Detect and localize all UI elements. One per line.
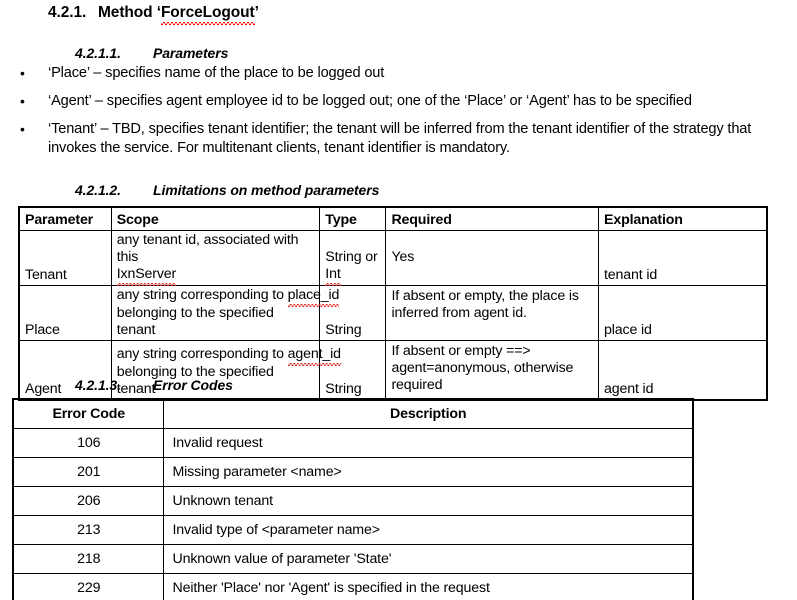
cell-error-code: 201	[13, 458, 163, 487]
column-header-type: Type	[320, 207, 386, 231]
cell-parameter: Tenant	[19, 231, 111, 286]
cell-explanation: place id	[599, 286, 767, 341]
cell-description: Invalid request	[163, 429, 693, 458]
table-row	[13, 487, 693, 516]
table-header-row	[19, 207, 767, 231]
table-row	[13, 545, 693, 574]
scope-line-2: belonging to the specified tenant	[116, 364, 274, 397]
section-number-limitations: 4.2.1.2.	[75, 182, 121, 198]
quote-open: ‘	[156, 4, 161, 21]
table-row	[19, 286, 767, 341]
cell-description: Unknown value of parameter 'State'	[163, 545, 693, 574]
section-number-parameters: 4.2.1.1.	[75, 45, 121, 61]
cell-explanation: tenant id	[599, 231, 767, 286]
section-number-error-codes: 4.2.1.3.	[75, 377, 121, 393]
table-row	[13, 516, 693, 545]
cell-required: If absent or empty ==> agent=anonymous, otherwise required	[386, 341, 599, 401]
cell-type: String	[320, 341, 386, 401]
section-heading-parameters	[75, 45, 228, 61]
quote-close: ’	[254, 4, 259, 21]
cell-error-code: 213	[13, 516, 163, 545]
column-header-scope: Scope	[111, 207, 320, 231]
section-title-parameters: Parameters	[153, 45, 229, 61]
table-row	[13, 574, 693, 600]
section-title-limitations: Limitations on method parameters	[153, 182, 380, 198]
list-item	[0, 64, 797, 83]
scope-prefix: any string corresponding to	[116, 346, 288, 362]
cell-required	[386, 231, 599, 286]
scope-line-2: belonging to the specified tenant	[116, 305, 274, 338]
list-item-text: ‘Tenant’ – TBD, specifies tenant identifier; the tenant will be inferred from the tenant identifier of the strategy that invokes the service. For multitenant clients, tenant identifier is mandatory.	[48, 121, 752, 156]
table-row	[13, 429, 693, 458]
section-number: 4.2.1.	[48, 4, 87, 21]
list-item-text: ‘Place’ – specifies name of the place to be logged out	[48, 65, 385, 81]
scope-line-1	[116, 287, 340, 305]
bullet-marker: •	[20, 65, 25, 81]
scope-misspelled-term: IxnServer	[116, 266, 177, 282]
cell-type	[320, 231, 386, 286]
cell-error-code: 206	[13, 487, 163, 516]
bullet-marker: •	[20, 93, 25, 109]
list-item	[0, 92, 797, 111]
scope-misspelled-term: agent_id	[287, 346, 341, 362]
type-line-1: String or	[325, 249, 378, 265]
cell-parameter: Agent	[19, 341, 111, 401]
required-text: Yes	[391, 249, 415, 265]
section-heading-method	[48, 4, 259, 23]
cell-error-code: 106	[13, 429, 163, 458]
cell-type: String	[320, 286, 386, 341]
scope-line-1: any tenant id, associated with this	[116, 232, 299, 265]
parameters-bullet-list	[0, 64, 797, 167]
error-codes-table	[12, 398, 694, 600]
table-row	[19, 231, 767, 286]
cell-description: Neither 'Place' nor 'Agent' is specified in the request	[163, 574, 693, 600]
column-header-parameter: Parameter	[19, 207, 111, 231]
scope-line-2	[117, 266, 316, 284]
scope-prefix: any string corresponding to	[116, 287, 288, 303]
scope-line-1	[116, 346, 341, 364]
section-heading-error-codes	[75, 377, 233, 393]
column-header-required: Required	[386, 207, 599, 231]
section-heading-limitations	[75, 182, 379, 198]
cell-error-code: 218	[13, 545, 163, 574]
type-misspelled-term: Int	[325, 266, 341, 282]
section-heading-prefix: Method	[98, 4, 157, 21]
cell-error-code: 229	[13, 574, 163, 600]
column-header-error-code: Error Code	[13, 399, 163, 429]
column-header-explanation: Explanation	[599, 207, 767, 231]
bullet-marker: •	[20, 121, 25, 137]
cell-scope	[111, 286, 340, 341]
cell-description: Unknown tenant	[163, 487, 693, 516]
column-header-description: Description	[163, 399, 693, 429]
cell-description: Missing parameter <name>	[163, 458, 693, 487]
scope-misspelled-term: place_id	[287, 287, 340, 303]
table-header-row	[13, 399, 693, 429]
limitations-table	[18, 206, 768, 401]
table-row	[13, 458, 693, 487]
method-name-misspelled: ForceLogout	[160, 4, 255, 21]
cell-explanation: agent id	[599, 341, 767, 401]
cell-scope	[111, 231, 320, 286]
type-line-2	[325, 266, 381, 284]
list-item	[0, 120, 797, 158]
cell-parameter: Place	[19, 286, 111, 341]
section-title-error-codes: Error Codes	[153, 377, 233, 393]
cell-required: If absent or empty, the place is inferred from agent id.	[386, 286, 599, 341]
cell-description: Invalid type of <parameter name>	[163, 516, 693, 545]
list-item-text: ‘Agent’ – specifies agent employee id to be logged out; one of the ‘Place’ or ‘Agent’ has to be specified	[48, 93, 692, 109]
